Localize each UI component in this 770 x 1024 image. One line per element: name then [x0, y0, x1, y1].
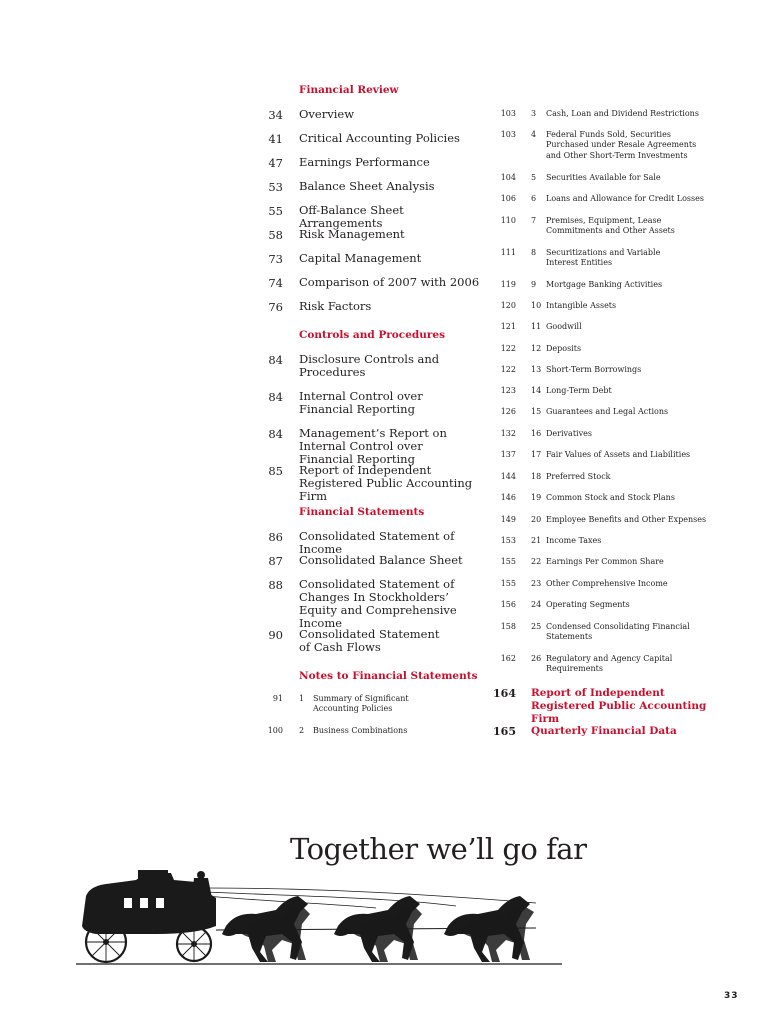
- toc-note-entry[interactable]: Intangible Assets: [546, 301, 617, 310]
- toc-page-number: 137: [500, 450, 516, 459]
- section-heading-notes: Notes to Financial Statements: [299, 670, 478, 682]
- toc-page-number: 120: [500, 301, 516, 310]
- toc-entry-quarterly-data[interactable]: Quarterly Financial Data: [531, 725, 677, 737]
- note-number: 9: [531, 280, 537, 289]
- toc-page-number: 155: [500, 579, 516, 588]
- toc-note-entry[interactable]: Summary of Significant Accounting Policies: [313, 694, 409, 714]
- toc-page-number: 74: [268, 276, 283, 290]
- toc-entry-disclosure-controls[interactable]: Disclosure Controls and Procedures: [299, 352, 440, 379]
- note-number: 1: [299, 694, 305, 703]
- toc-page-number: 85: [268, 464, 283, 478]
- section-heading-financial-review: Financial Review: [299, 84, 399, 96]
- toc-entry-critical-accounting-policies[interactable]: Critical Accounting Policies: [299, 131, 460, 145]
- note-number: 7: [531, 216, 537, 225]
- toc-note-entry[interactable]: Regulatory and Agency Capital Requirements: [546, 654, 673, 674]
- note-number: 19: [531, 493, 542, 502]
- toc-note-entry[interactable]: Premises, Equipment, Lease Commitments and Other Assets: [546, 216, 675, 236]
- toc-page-number: 84: [268, 390, 283, 404]
- note-number: 4: [531, 130, 537, 139]
- toc-page-number: 104: [500, 173, 516, 182]
- note-number: 2: [299, 726, 305, 735]
- note-number: 15: [531, 407, 542, 416]
- toc-note-entry[interactable]: Deposits: [546, 344, 582, 353]
- toc-page-number: 153: [500, 536, 516, 545]
- toc-note-entry[interactable]: Common Stock and Stock Plans: [546, 493, 675, 502]
- toc-page-number: 126: [500, 407, 516, 416]
- toc-page-number: 100: [267, 726, 283, 735]
- note-number: 8: [531, 248, 537, 257]
- toc-page-number: 121: [500, 322, 516, 331]
- toc-page-number: 34: [268, 108, 283, 122]
- toc-note-entry[interactable]: Fair Values of Assets and Liabilities: [546, 450, 691, 459]
- note-number: 3: [531, 109, 537, 118]
- section-heading-financial-statements: Financial Statements: [299, 506, 425, 518]
- toc-page-number: 73: [268, 252, 283, 266]
- note-number: 22: [531, 557, 542, 566]
- stagecoach-logo-illustration: [76, 868, 562, 968]
- toc-note-entry[interactable]: Other Comprehensive Income: [546, 579, 668, 588]
- note-number: 5: [531, 173, 537, 182]
- toc-entry-balance-sheet-analysis[interactable]: Balance Sheet Analysis: [299, 179, 435, 193]
- page-number: 33: [724, 991, 739, 1001]
- note-number: 25: [531, 622, 542, 631]
- toc-page-number: 119: [500, 280, 516, 289]
- note-number: 6: [531, 194, 537, 203]
- toc-note-entry[interactable]: Employee Benefits and Other Expenses: [546, 515, 707, 524]
- toc-page-number: 76: [268, 300, 283, 314]
- toc-page-number: 53: [268, 180, 283, 194]
- toc-page-number: 165: [493, 725, 516, 738]
- note-number: 23: [531, 579, 542, 588]
- toc-note-entry[interactable]: Mortgage Banking Activities: [546, 280, 663, 289]
- toc-page-number: 122: [500, 344, 516, 353]
- toc-entry-earnings-performance[interactable]: Earnings Performance: [299, 155, 430, 169]
- toc-entry-risk-management[interactable]: Risk Management: [299, 227, 405, 241]
- toc-entry-independent-report[interactable]: Report of Independent Registered Public Accounting Firm: [299, 463, 473, 503]
- toc-note-entry[interactable]: Cash, Loan and Dividend Restrictions: [546, 109, 699, 118]
- toc-entry-internal-control[interactable]: Internal Control over Financial Reporting: [299, 389, 423, 416]
- toc-page-number: 162: [500, 654, 516, 663]
- toc-page-number: 111: [500, 248, 516, 257]
- toc-note-entry[interactable]: Short-Term Borrowings: [546, 365, 642, 374]
- toc-entry-comparison[interactable]: Comparison of 2007 with 2006: [299, 275, 480, 289]
- toc-note-entry[interactable]: Derivatives: [546, 429, 592, 438]
- brand-tagline: Together we’ll go far: [290, 832, 587, 866]
- toc-page-number: 122: [500, 365, 516, 374]
- section-heading-controls: Controls and Procedures: [299, 329, 445, 341]
- toc-page-number: 146: [500, 493, 516, 502]
- toc-page-number: 123: [500, 386, 516, 395]
- toc-page-number: 41: [268, 132, 283, 146]
- toc-page-number: 158: [500, 622, 516, 631]
- note-number: 10: [531, 301, 542, 310]
- toc-note-entry[interactable]: Income Taxes: [546, 536, 602, 545]
- note-number: 21: [531, 536, 542, 545]
- toc-note-entry[interactable]: Long-Term Debt: [546, 386, 612, 395]
- toc-note-entry[interactable]: Federal Funds Sold, Securities Purchased under Resale Agreements and Other Short-Term Investments: [546, 130, 697, 160]
- toc-note-entry[interactable]: Preferred Stock: [546, 472, 611, 481]
- toc-page-number: 132: [500, 429, 516, 438]
- note-number: 26: [531, 654, 542, 663]
- toc-page-number: 164: [493, 687, 516, 700]
- toc-entry-income-statement[interactable]: Consolidated Statement of Income: [299, 529, 455, 556]
- toc-entry-overview[interactable]: Overview: [299, 107, 355, 121]
- toc-page-number: 144: [500, 472, 516, 481]
- toc-page-number: 90: [268, 628, 283, 642]
- toc-entry-stockholders-equity[interactable]: Consolidated Statement of Changes In Stockholders’ Equity and Comprehensive Income: [299, 577, 457, 630]
- toc-page-number: 103: [500, 109, 516, 118]
- toc-entry-capital-management[interactable]: Capital Management: [299, 251, 422, 265]
- toc-note-entry[interactable]: Guarantees and Legal Actions: [546, 407, 669, 416]
- toc-entry-off-balance-sheet[interactable]: Off-Balance Sheet Arrangements: [299, 203, 404, 230]
- note-number: 20: [531, 515, 542, 524]
- note-number: 12: [531, 344, 542, 353]
- note-number: 18: [531, 472, 542, 481]
- note-number: 16: [531, 429, 542, 438]
- toc-note-entry[interactable]: Securitizations and Variable Interest Entities: [546, 248, 661, 268]
- toc-note-entry[interactable]: Business Combinations: [313, 726, 408, 735]
- toc-page-number: 88: [268, 578, 283, 592]
- toc-entry-management-report[interactable]: Management’s Report on Internal Control over Financial Reporting: [299, 426, 447, 466]
- toc-page-number: 149: [500, 515, 516, 524]
- toc-page-number: 84: [268, 427, 283, 441]
- note-number: 24: [531, 600, 542, 609]
- toc-page-number: 55: [268, 204, 283, 218]
- toc-page-number: 84: [268, 353, 283, 367]
- toc-page-number: 103: [500, 130, 516, 139]
- note-number: 13: [531, 365, 542, 374]
- toc-page-number: 86: [268, 530, 283, 544]
- toc-page-number: 87: [268, 554, 283, 568]
- toc-page-number: 47: [268, 156, 283, 170]
- toc-note-entry[interactable]: Operating Segments: [546, 600, 630, 609]
- note-number: 14: [531, 386, 542, 395]
- toc-note-entry[interactable]: Earnings Per Common Share: [546, 557, 664, 566]
- toc-entry-cash-flows[interactable]: Consolidated Statement of Cash Flows: [299, 627, 440, 654]
- toc-note-entry[interactable]: Condensed Consolidating Financial Statements: [546, 622, 690, 642]
- toc-page-number: 110: [500, 216, 516, 225]
- toc-note-entry[interactable]: Securities Available for Sale: [546, 173, 661, 182]
- toc-entry-auditor-report[interactable]: Report of Independent Registered Public Accounting Firm: [531, 687, 707, 725]
- note-number: 17: [531, 450, 542, 459]
- note-number: 11: [531, 322, 542, 331]
- toc-note-entry[interactable]: Goodwill: [546, 322, 582, 331]
- toc-page-number: 106: [500, 194, 516, 203]
- toc-entry-risk-factors[interactable]: Risk Factors: [299, 299, 372, 313]
- toc-page-number: 91: [272, 694, 283, 703]
- toc-note-entry[interactable]: Loans and Allowance for Credit Losses: [546, 194, 704, 203]
- toc-page-number: 155: [500, 557, 516, 566]
- toc-entry-balance-sheet[interactable]: Consolidated Balance Sheet: [299, 553, 463, 567]
- toc-page-number: 58: [268, 228, 283, 242]
- toc-page-number: 156: [500, 600, 516, 609]
